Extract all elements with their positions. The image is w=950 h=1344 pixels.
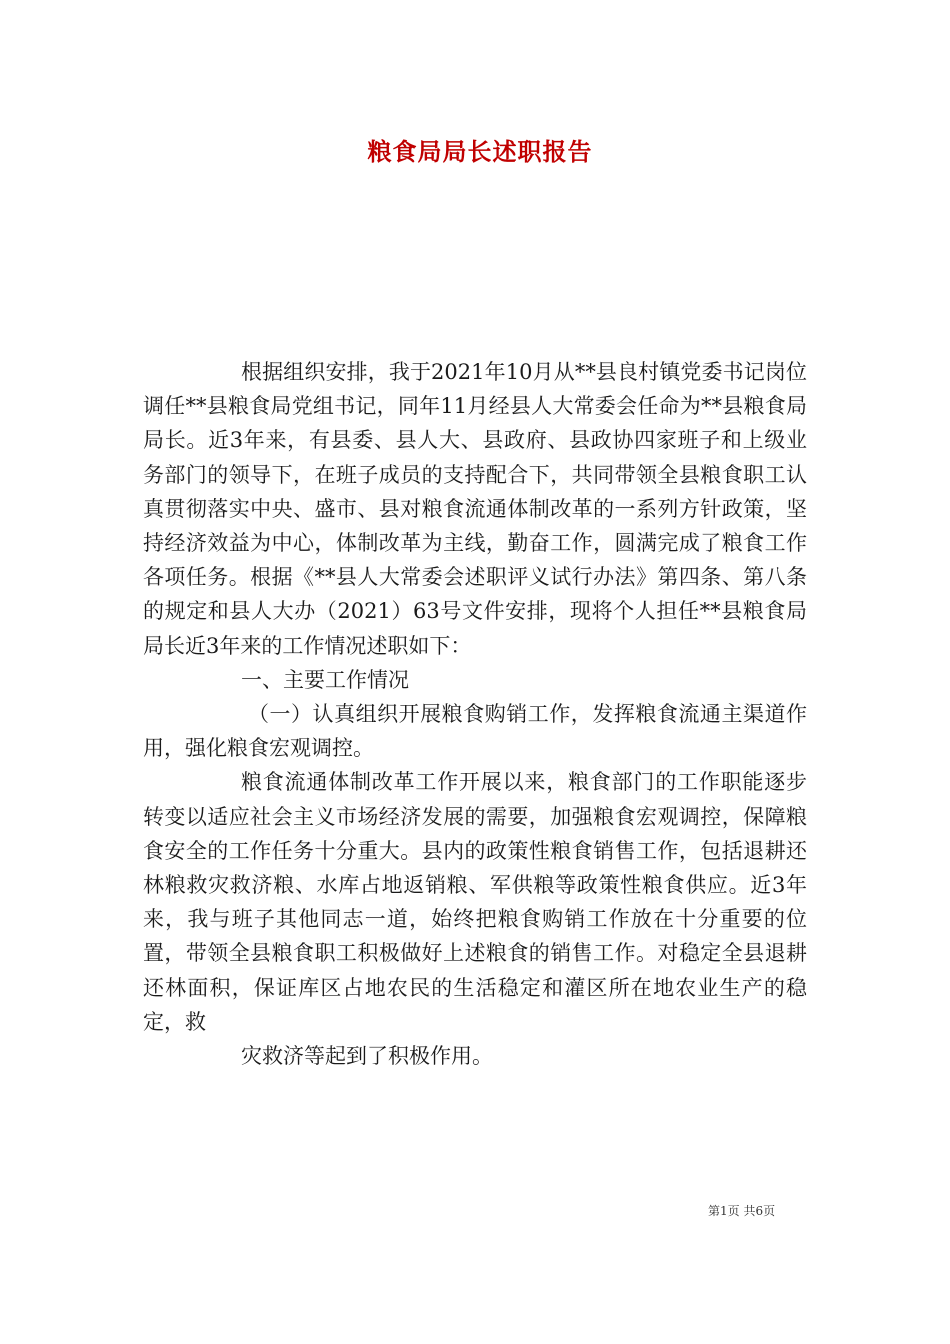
intro-paragraph: 根据组织安排，我于2021年10月从**县良村镇党委书记岗位调任**县粮食局党组书记，同年11月经县人大常委会任命为**县粮食局局长。近3年来，有县委、县人大、县政府、县政协四家班子和上级业务部门的领导下，在班子成员的支持配合下，共同带领全县粮食职工认真贯彻落实中央、盛市、县对粮食流通体制改革的一系列方针政策，坚持经济效益为中心，体制改革为主线，勤奋工作，圆满完成了粮食工作各项任务。根据《**县人大常委会述职评义试行办法》第四条、第八条的规定和县人大办（2021）63号文件安排，现将个人担任**县粮食局局长近3年来的工作情况述职如下： — [143, 360, 807, 658]
subsection-heading: （一）认真组织开展粮食购销工作，发挥粮食流通主渠道作用，强化粮食宏观调控。 — [143, 702, 807, 761]
body-paragraph: 粮食流通体制改革工作开展以来，粮食部门的工作职能逐步转变以适应社会主义市场经济发展的需要，加强粮食宏观调控，保障粮食安全的工作任务十分重大。县内的政策性粮食销售工作，包括退耕还林粮救灾救济粮、水库占地返销粮、军供粮等政策性粮食供应。近3年来，我与班子其他同志一道，始终把粮食购销工作放在十分重要的位置，带领全县粮食职工积极做好上述粮食的销售工作。对稳定全县退耕还林面积，保证库区占地农民的生活稳定和灌区所在地农业生产的稳定，救 — [143, 770, 807, 1034]
section-heading: 一、主要工作情况 — [241, 667, 409, 692]
page-number: 第1页 共6页 — [708, 1204, 776, 1218]
document-title: 粮食局局长述职报告 — [367, 137, 593, 166]
continuation-paragraph: 灾救济等起到了积极作用。 — [241, 1044, 493, 1069]
document-body — [143, 355, 807, 1073]
